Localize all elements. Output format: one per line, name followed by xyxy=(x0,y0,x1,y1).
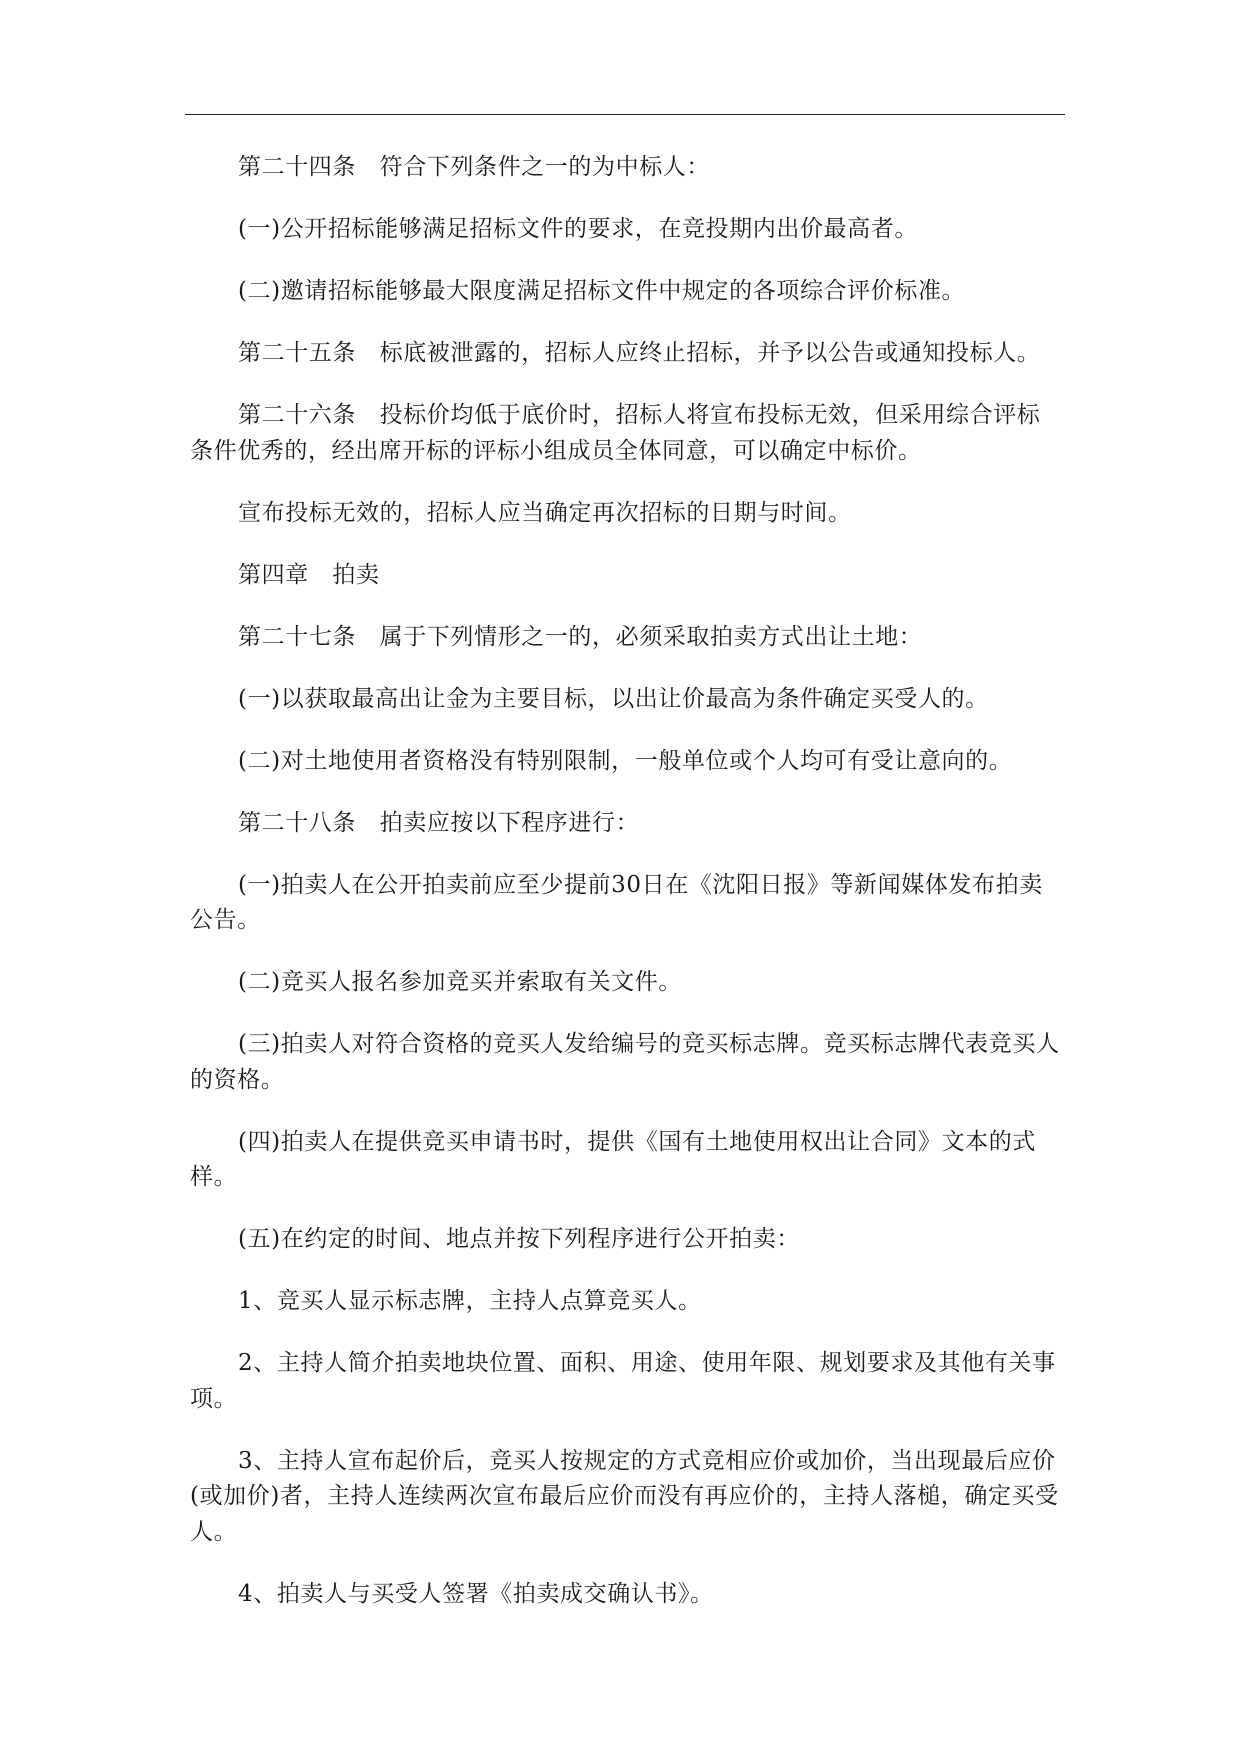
document-body xyxy=(190,150,1060,1639)
paragraph-step-4: 4、拍卖人与买受人签署《拍卖成交确认书》。 xyxy=(238,1580,714,1607)
paragraph-article-24-item-1: (一)公开招标能够满足招标文件的要求，在竞投期内出价最高者。 xyxy=(238,216,918,242)
paragraph-article-28-item-1: (一)拍卖人在公开拍卖前应至少提前30日在《沈阳日报》等新闻媒体发布拍卖公告。 xyxy=(190,871,1043,933)
paragraph-article-26-note: 宣布投标无效的，招标人应当确定再次招标的日期与时间。 xyxy=(238,499,852,526)
paragraph-article-28-item-2: (二)竞买人报名参加竞买并索取有关文件。 xyxy=(238,969,682,995)
paragraph-step-1: 1、竞买人显示标志牌，主持人点算竞买人。 xyxy=(238,1288,702,1314)
paragraph-article-28: 第二十八条 拍卖应按以下程序进行： xyxy=(238,809,640,836)
paragraph-article-26: 第二十六条 投标价均低于底价时，招标人将宣布投标无效，但采用综合评标条件优秀的，经出席开标的评标小组成员全体同意，可以确定中标价。 xyxy=(190,402,1041,464)
paragraph-article-27: 第二十七条 属于下列情形之一的，必须采取拍卖方式出让土地： xyxy=(238,623,923,650)
paragraph-article-28-item-3: (三)拍卖人对符合资格的竞买人发给编号的竞买标志牌。竞买标志牌代表竞买人的资格。 xyxy=(190,1031,1060,1093)
paragraph-article-28-item-4: (四)拍卖人在提供竞买申请书时，提供《国有土地使用权出让合同》文本的式样。 xyxy=(190,1128,1036,1190)
header-rule xyxy=(185,114,1065,115)
paragraph-article-27-item-2: (二)对土地使用者资格没有特别限制，一般单位或个人均可有受让意向的。 xyxy=(238,747,1013,774)
paragraph-step-3: 3、主持人宣布起价后，竞买人按规定的方式竞相应价或加价，当出现最后应价(或加价)者，主持人连续两次宣布最后应价而没有再应价的，主持人落槌，确定买受人。 xyxy=(190,1447,1059,1545)
paragraph-step-2: 2、主持人简介拍卖地块位置、面积、用途、使用年限、规划要求及其他有关事项。 xyxy=(190,1350,1056,1412)
paragraph-article-27-item-1: (一)以获取最高出让金为主要目标，以出让价最高为条件确定买受人的。 xyxy=(238,685,989,712)
chapter-heading: 第四章 拍卖 xyxy=(238,561,380,588)
paragraph-article-24-item-2: (二)邀请招标能够最大限度满足招标文件中规定的各项综合评价标准。 xyxy=(238,278,966,304)
paragraph-article-24: 第二十四条 符合下列条件之一的为中标人： xyxy=(238,154,710,180)
paragraph-article-25: 第二十五条 标底被泄露的，招标人应终止招标，并予以公告或通知投标人。 xyxy=(238,340,1041,366)
paragraph-article-28-item-5: (五)在约定的时间、地点并按下列程序进行公开拍卖： xyxy=(238,1226,800,1252)
